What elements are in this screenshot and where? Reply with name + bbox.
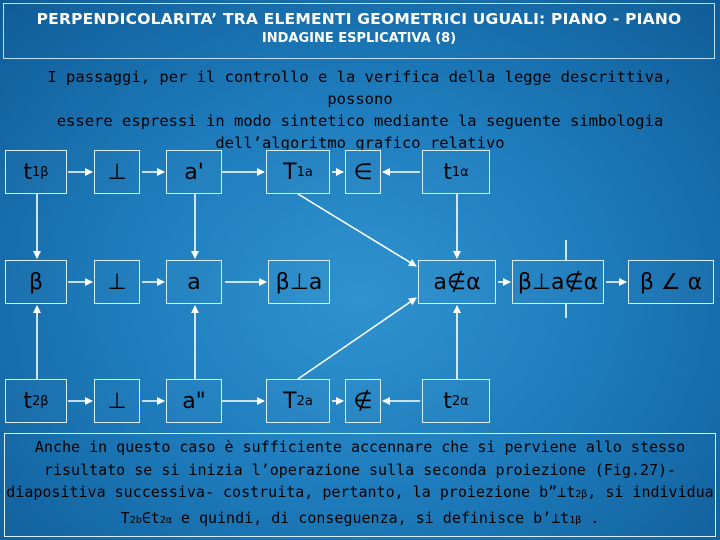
slide-subtitle: INDAGINE ESPLICATIVA (8) bbox=[261, 31, 457, 46]
arrow-T1a-anotin bbox=[298, 194, 416, 266]
node-notin-label: ∉ bbox=[353, 388, 373, 414]
node-a2 bbox=[166, 379, 222, 423]
node-b-perp-a-label: β⊥a bbox=[275, 269, 323, 295]
node-perp-r2-label: ⊥ bbox=[107, 269, 127, 295]
footer-line-4 bbox=[6, 507, 714, 533]
node-t1a-label: t bbox=[443, 159, 452, 185]
node-a-notin-label: a∉α bbox=[433, 269, 481, 295]
slide-title: PERPENDICOLARITA’ TRA ELEMENTI GEOMETRICI UGUALI: PIANO - PIANO bbox=[36, 10, 682, 28]
intro-line-3: dell’algoritmo grafico relativo bbox=[215, 134, 505, 152]
node-t2b bbox=[5, 379, 67, 423]
footer-line-4-d: . bbox=[581, 508, 600, 527]
node-t1a-sub: 1α bbox=[451, 164, 469, 180]
node-b-angle-alpha-label: β ∠ α bbox=[639, 269, 703, 295]
footer-line-4-sub1: 2b bbox=[129, 514, 142, 526]
node-a1 bbox=[166, 150, 222, 194]
node-perp-r3 bbox=[94, 379, 140, 423]
intro-line-2: essere espressi in modo sintetico mediante la seguente simbologia bbox=[56, 112, 664, 130]
node-perp-r1 bbox=[94, 150, 140, 194]
node-t1a bbox=[422, 150, 490, 194]
node-t2a-sub: 2α bbox=[451, 393, 469, 409]
node-T1a-sub: 1a bbox=[296, 164, 313, 180]
node-perp-r1-label: ⊥ bbox=[107, 159, 127, 185]
node-a2-label: a" bbox=[182, 388, 206, 414]
node-a-label: a bbox=[187, 269, 201, 295]
node-b-label: β bbox=[28, 269, 44, 295]
footer-line-4-sub2: 2α bbox=[159, 514, 172, 526]
node-a1-label: a' bbox=[184, 159, 204, 185]
node-perp-r2 bbox=[94, 260, 140, 304]
node-b-angle-alpha bbox=[628, 260, 714, 304]
node-b-perp-a-notin-label: β⊥a∉α bbox=[517, 269, 599, 295]
node-b-perp-a-notin bbox=[512, 260, 604, 304]
node-t1b bbox=[5, 150, 67, 194]
node-T2a bbox=[266, 379, 330, 423]
node-perp-r3-label: ⊥ bbox=[107, 388, 127, 414]
arrow-T2a-anotin bbox=[298, 298, 416, 379]
node-t2b-label: t bbox=[23, 388, 33, 414]
node-t2a-label: t bbox=[443, 388, 452, 414]
node-b-perp-a bbox=[268, 260, 330, 304]
node-T2a-sub: 2a bbox=[296, 393, 313, 409]
node-notin bbox=[345, 379, 381, 423]
footer-line-2: risultato se si inizia l’operazione sulla seconda proiezione (Fig.27)- bbox=[43, 460, 677, 479]
node-in-label: ∈ bbox=[353, 159, 373, 185]
footer-text bbox=[6, 436, 714, 532]
node-a-notin-alpha bbox=[418, 260, 496, 304]
node-t1b-label: t bbox=[23, 159, 33, 185]
node-t2b-sub: 2β bbox=[32, 393, 49, 409]
footer-line-4-b: ∈t bbox=[141, 508, 160, 527]
node-T1a bbox=[266, 150, 330, 194]
node-in bbox=[345, 150, 381, 194]
footer-line-3-a: diapositiva successiva- costruita, pertanto, la proiezione b”⊥t bbox=[6, 483, 576, 501]
footer-line-4-a: T bbox=[120, 508, 130, 527]
footer-line-4-c: e quindi, di conseguenza, si definisce b’⊥t bbox=[171, 508, 570, 527]
node-a bbox=[166, 260, 222, 304]
intro-line-1: I passaggi, per il controllo e la verifica della legge descrittiva, possono bbox=[47, 68, 673, 108]
footer-line-4-sub3: 1β bbox=[569, 514, 582, 526]
footer-line-3-sub: 2β bbox=[575, 489, 588, 500]
footer-line-1: Anche in questo caso è sufficiente accennare che si perviene allo stesso bbox=[34, 438, 686, 456]
node-T2a-label: T bbox=[283, 388, 297, 414]
footer-line-3 bbox=[6, 481, 714, 507]
node-t1b-sub: 1β bbox=[32, 164, 49, 180]
footer-line-3-b: , si individua bbox=[587, 483, 714, 501]
node-t2a bbox=[422, 379, 490, 423]
node-T1a-label: T bbox=[283, 159, 297, 185]
node-b bbox=[5, 260, 67, 304]
